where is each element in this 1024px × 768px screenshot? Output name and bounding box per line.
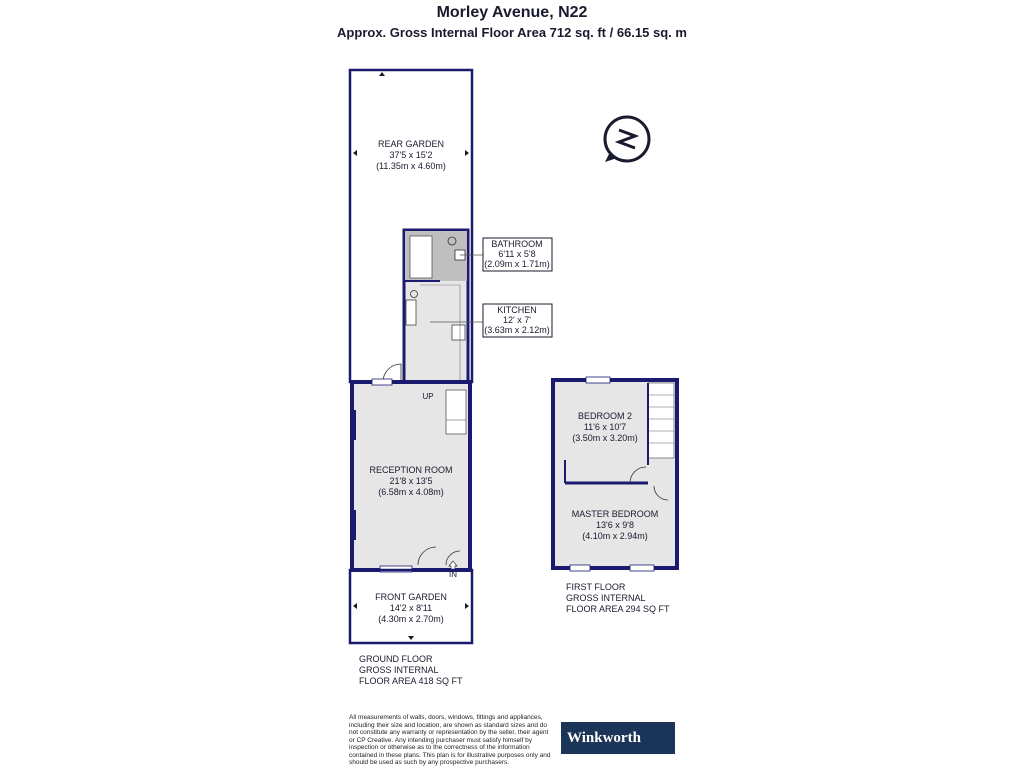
entrance-label: IN [449, 570, 457, 579]
bathroom-kitchen-block [383, 230, 468, 382]
rear-garden-imperial: 37'5 x 15'2 [389, 150, 433, 160]
first-floor-plan [553, 377, 677, 571]
first-floor-line: FIRST FLOOR [566, 582, 626, 592]
rear-garden-name: REAR GARDEN [377, 139, 445, 149]
reception-imperial: 21'8 x 13'5 [389, 476, 433, 486]
winkworth-logo: Winkworth [561, 722, 675, 754]
kitchen-imperial: 12' x 7' [503, 315, 531, 325]
kitchen-name: KITCHEN [497, 305, 537, 315]
bedroom2-name: BEDROOM 2 [577, 411, 633, 421]
window [586, 377, 610, 383]
floor-area-subtitle: Approx. Gross Internal Floor Area 712 sq. ft / 66.15 sq. m [337, 25, 687, 40]
reception-room [350, 379, 470, 579]
window [372, 379, 392, 385]
dimension-arrow-icon [465, 603, 469, 609]
dimension-arrow-icon [353, 150, 357, 156]
bathroom-imperial: 6'11 x 5'8 [498, 249, 536, 259]
staircase [446, 390, 466, 434]
kitchen-sink [406, 300, 416, 325]
first-floor-line: GROSS INTERNAL [566, 593, 646, 603]
bathroom-label [483, 238, 552, 271]
hob-icon [452, 325, 465, 340]
kitchen-label [483, 304, 552, 337]
ground-floor-area-note [359, 654, 463, 687]
master-bedroom-imperial: 13'6 x 9'8 [596, 520, 634, 530]
master-bedroom-metric: (4.10m x 2.94m) [582, 531, 648, 541]
window [570, 565, 590, 571]
front-garden-imperial: 14'2 x 8'11 [389, 603, 433, 613]
first-floor-line: FLOOR AREA 294 SQ FT [566, 604, 670, 614]
north-compass-icon [605, 117, 649, 162]
dimension-arrow-icon [465, 150, 469, 156]
bedroom2-metric: (3.50m x 3.20m) [572, 433, 638, 443]
master-bedroom-name: MASTER BEDROOM [571, 509, 659, 519]
kitchen-metric: (3.63m x 2.12m) [484, 325, 550, 335]
dimension-arrow-icon [353, 603, 357, 609]
reception-name: RECEPTION ROOM [369, 465, 453, 475]
disclaimer-text: All measurements of walls, doors, windows, fittings and appliances, including their size and location, are shown as standard sizes and do not constitute any warranty or representation by the seller, their agent or CP Creative. Any intending purchaser must satisfy himself by inspection or otherwise as to the correctness of the information contained in these plans. This plan is for illustrative purposes only and should be used as such by any prospective purchasers. [349, 714, 551, 766]
page-title: Morley Avenue, N22 [436, 4, 588, 21]
front-garden-metric: (4.30m x 2.70m) [378, 614, 444, 624]
stairs-up-label: UP [422, 392, 434, 401]
front-garden-name: FRONT GARDEN [375, 592, 447, 602]
window [630, 565, 654, 571]
ground-floor-line: FLOOR AREA 418 SQ FT [359, 676, 463, 686]
ground-floor-line: GROSS INTERNAL [359, 665, 439, 675]
bathroom-metric: (2.09m x 1.71m) [484, 259, 550, 269]
staircase [648, 383, 674, 458]
dimension-arrow-icon [408, 636, 414, 640]
reception-metric: (6.58m x 4.08m) [378, 487, 444, 497]
ground-floor-line: GROUND FLOOR [359, 654, 433, 664]
bathtub [410, 236, 432, 278]
dimension-arrow-icon [379, 72, 385, 76]
bathroom-name: BATHROOM [491, 239, 543, 249]
rear-garden-metric: (11.35m x 4.60m) [376, 161, 446, 171]
bedroom2-imperial: 11'6 x 10'7 [583, 422, 627, 432]
first-floor-area-note [566, 582, 670, 615]
front-garden [350, 570, 472, 643]
